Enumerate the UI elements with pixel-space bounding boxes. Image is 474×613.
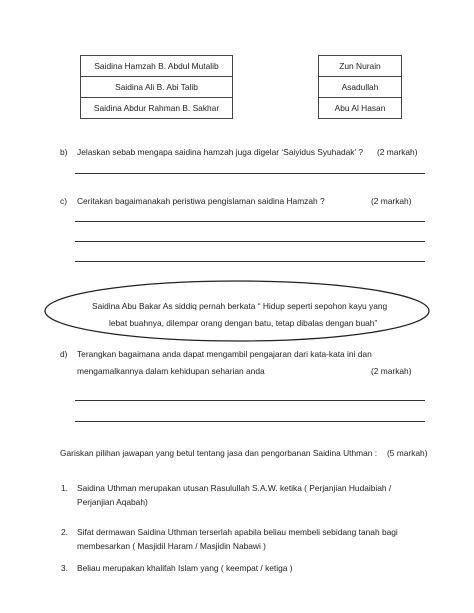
question-d-text-2: mengamalkannya dalam kehidupan seharian anda [77, 366, 265, 376]
table-cell-title: Asadullah [319, 77, 402, 98]
item-number: 3. [61, 563, 68, 573]
answer-line [75, 400, 425, 401]
table-cell-name: Saidina Abdur Rahman B. Sakhar [81, 98, 233, 119]
item-1-text-1: Saidina Uthman merupakan utusan Rasulullah S.A.W. ketika ( Perjanjian Hudaibiah / [77, 483, 392, 493]
item-1-text-2: Perjanjian Aqabah) [77, 497, 148, 507]
question-c-text: Ceritakan bagaimanakah peristiwa pengislaman saidina Hamzah ? [77, 196, 325, 206]
item-number: 1. [61, 483, 68, 493]
question-d-text-1: Terangkan bagaimana anda dapat mengambil pengajaran dari kata-kata ini dan [77, 349, 372, 359]
question-b-marks: (2 markah) [377, 147, 418, 157]
section-marks: (5 markah) [387, 448, 428, 458]
question-d-marks: (2 markah) [371, 366, 412, 376]
answer-line [75, 241, 425, 242]
quote-line-1: Saidina Abu Bakar As siddiq pernah berkata “ Hidup seperti sepohon kayu yang [92, 301, 388, 311]
section-instruction: Gariskan pilihan jawapan yang betul tentang jasa dan pengorbanan Saidina Uthman : [60, 448, 378, 458]
answer-line [75, 421, 425, 422]
answer-line [75, 221, 425, 222]
titles-table [318, 55, 402, 119]
answer-line [75, 173, 425, 174]
item-2-text-2: membesarkan ( Masjidil Haram / Masjidin Nabawi ) [77, 541, 266, 551]
question-b-label: b) [60, 147, 68, 157]
question-b-text: Jelaskan sebab mengapa saidina hamzah juga digelar ‘Saiyidus Syuhadak’ ? [77, 147, 364, 157]
question-c-marks: (2 markah) [371, 196, 412, 206]
table-cell-name: Saidina Hamzah B. Abdul Mutalib [81, 56, 233, 77]
item-3-text-1: Beliau merupakan khalifah Islam yang ( keempat / ketiga ) [77, 563, 293, 573]
question-d-label: d) [60, 349, 68, 359]
quote-ellipse [43, 279, 431, 343]
item-2-text-1: Sifat dermawan Saidina Uthman terserlah apabila beliau membeli sebidang tanah bagi [77, 527, 398, 537]
table-cell-title: Zun Nurain [319, 56, 402, 77]
question-c-label: c) [60, 196, 67, 206]
item-number: 2. [61, 527, 68, 537]
answer-line [75, 261, 425, 262]
quote-line-2: lebat buahnya, dilempar orang dengan batu, tetap dibalas dengan buah” [109, 318, 378, 328]
names-table [80, 55, 233, 119]
table-cell-title: Abu Al Hasan [319, 98, 402, 119]
table-cell-name: Saidina Ali B. Abi Talib [81, 77, 233, 98]
